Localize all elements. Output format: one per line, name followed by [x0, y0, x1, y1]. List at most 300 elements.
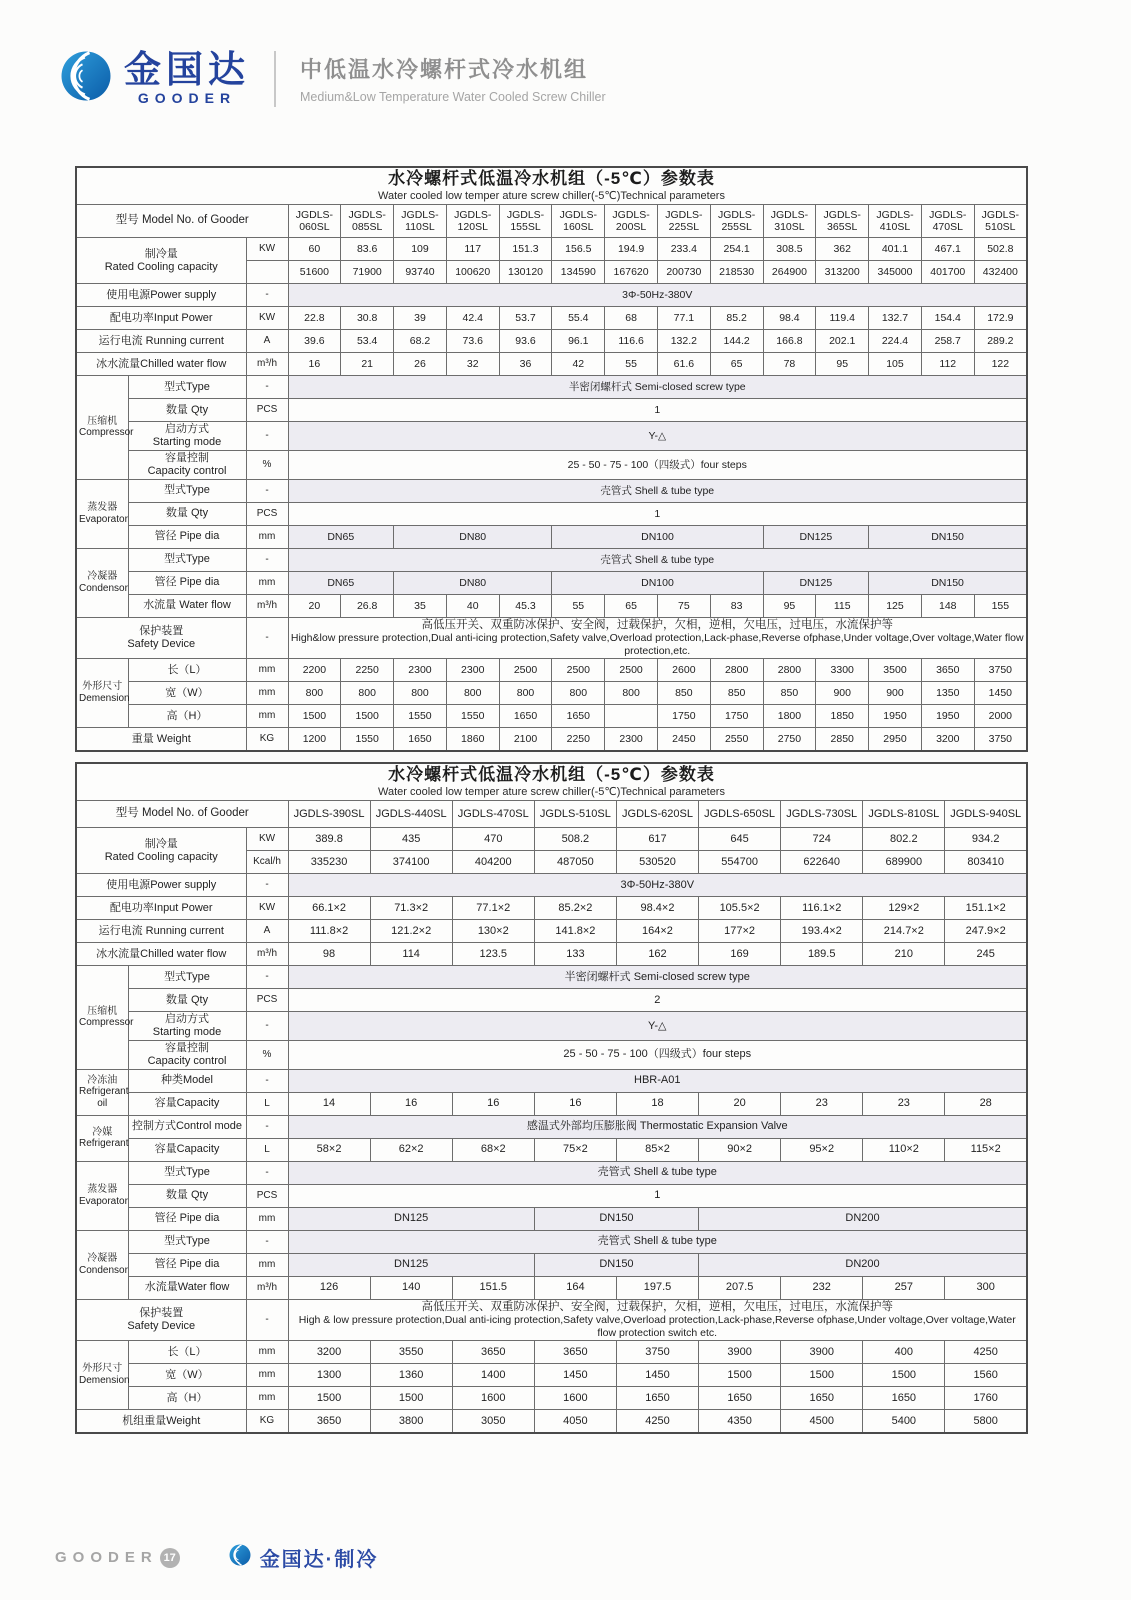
data-cell: 151.1×2 — [945, 897, 1027, 920]
data-cell: 2950 — [869, 728, 922, 752]
model-name: JGDLS-510SL — [534, 801, 616, 828]
unit-cell: - — [246, 966, 288, 989]
data-cell: 247.9×2 — [945, 920, 1027, 943]
data-cell: 78 — [763, 353, 816, 376]
footer-brand-logo — [228, 1543, 379, 1572]
data-cell: 3300 — [816, 659, 869, 682]
row-label: 制冷量 Rated Cooling capacity — [76, 238, 246, 284]
data-cell: 2300 — [394, 659, 447, 682]
data-cell: 400 — [863, 1341, 945, 1364]
data-cell: 141.8×2 — [534, 920, 616, 943]
data-cell: 95×2 — [781, 1138, 863, 1161]
data-cell: 21 — [341, 353, 394, 376]
row-label: 运行电流 Running current — [76, 330, 246, 353]
data-cell: 35 — [394, 594, 447, 617]
model-name: JGDLS- 365SL — [816, 205, 869, 238]
row-label: 管径 Pipe dia — [128, 525, 246, 548]
row-label: 容量控制 Capacity control — [128, 450, 246, 479]
data-cell: 3500 — [869, 659, 922, 682]
data-cell: 77.1×2 — [452, 897, 534, 920]
data-cell: 3650 — [534, 1341, 616, 1364]
model-name: JGDLS- 085SL — [341, 205, 394, 238]
data-cell: 530520 — [616, 851, 698, 874]
data-cell: 1650 — [781, 1387, 863, 1410]
model-name: JGDLS- 155SL — [499, 205, 552, 238]
unit-cell: % — [246, 1040, 288, 1069]
row-label: 重量 Weight — [76, 728, 246, 752]
data-cell: 1500 — [288, 1387, 370, 1410]
data-cell: 83.6 — [341, 238, 394, 261]
data-cell: 45.3 — [499, 594, 552, 617]
data-cell: 245 — [945, 943, 1027, 966]
data-cell: 151.5 — [452, 1276, 534, 1299]
data-cell: 3200 — [288, 1341, 370, 1364]
data-cell: 467.1 — [921, 238, 974, 261]
data-cell: 3750 — [616, 1341, 698, 1364]
data-cell: 193.4×2 — [781, 920, 863, 943]
unit-cell: - — [246, 617, 288, 658]
data-cell: DN150 — [534, 1207, 698, 1230]
data-cell: 1600 — [534, 1387, 616, 1410]
unit-cell: Kcal/h — [246, 851, 288, 874]
data-cell: DN80 — [394, 571, 552, 594]
data-cell: 55 — [605, 353, 658, 376]
unit-cell: m³/h — [246, 353, 288, 376]
data-cell: 1560 — [945, 1364, 1027, 1387]
row-label: 容量Capacity — [128, 1092, 246, 1115]
data-cell: 2800 — [710, 659, 763, 682]
data-cell: 1860 — [446, 728, 499, 752]
data-cell: 313200 — [816, 261, 869, 284]
data-cell: 51600 — [288, 261, 341, 284]
row-label: 冰水流量Chilled water flow — [76, 943, 246, 966]
data-cell: 2450 — [657, 728, 710, 752]
data-cell: 850 — [710, 682, 763, 705]
page-number-badge: 17 — [160, 1548, 180, 1568]
data-cell: 55.4 — [552, 307, 605, 330]
unit-cell: mm — [246, 1253, 288, 1276]
data-cell: 112 — [921, 353, 974, 376]
row-label: 宽（W） — [128, 1364, 246, 1387]
row-label: 保护装置 Safety Device — [76, 1299, 246, 1340]
brand-logo — [58, 48, 250, 109]
data-cell: 3900 — [781, 1341, 863, 1364]
spec-table-1-container — [75, 166, 1028, 752]
data-cell: 3800 — [370, 1410, 452, 1434]
data-cell: 2750 — [763, 728, 816, 752]
unit-cell: mm — [246, 1341, 288, 1364]
data-cell: DN65 — [288, 571, 394, 594]
data-cell: 129×2 — [863, 897, 945, 920]
data-cell: 23 — [863, 1092, 945, 1115]
data-cell: DN150 — [869, 571, 1027, 594]
data-cell: 98.4 — [763, 307, 816, 330]
data-cell: 900 — [816, 682, 869, 705]
data-cell: 5400 — [863, 1410, 945, 1434]
row-label: 运行电流 Running current — [76, 920, 246, 943]
unit-cell: - — [246, 422, 288, 451]
row-label: 型式Type — [128, 376, 246, 399]
data-cell: 487050 — [534, 851, 616, 874]
data-cell: 202.1 — [816, 330, 869, 353]
data-cell: 1500 — [699, 1364, 781, 1387]
data-cell: 264900 — [763, 261, 816, 284]
data-cell: 55 — [552, 594, 605, 617]
data-cell: 645 — [699, 828, 781, 851]
data-cell: 95 — [816, 353, 869, 376]
unit-cell: - — [246, 284, 288, 307]
row-label: 水流量Water flow — [128, 1276, 246, 1299]
data-cell: 1650 — [863, 1387, 945, 1410]
data-cell: 800 — [605, 682, 658, 705]
row-label: 型式Type — [128, 1161, 246, 1184]
data-cell: 3650 — [452, 1341, 534, 1364]
data-cell: 130×2 — [452, 920, 534, 943]
data-cell: 4500 — [781, 1410, 863, 1434]
spec-table-2-container — [75, 762, 1028, 1434]
row-label: 型式Type — [128, 479, 246, 502]
data-cell: 62×2 — [370, 1138, 452, 1161]
data-cell: 111.8×2 — [288, 920, 370, 943]
data-cell: 71.3×2 — [370, 897, 452, 920]
data-cell: 1550 — [341, 728, 394, 752]
group-label: 外形尺寸 Demension — [76, 659, 128, 728]
footer-brand-en: GOODER — [55, 1549, 158, 1566]
data-cell: 258.7 — [921, 330, 974, 353]
unit-cell: L — [246, 1138, 288, 1161]
data-cell: 689900 — [863, 851, 945, 874]
data-cell: 2500 — [552, 659, 605, 682]
data-cell: 335230 — [288, 851, 370, 874]
unit-cell: m³/h — [246, 943, 288, 966]
model-name: JGDLS-650SL — [699, 801, 781, 828]
data-cell: 803410 — [945, 851, 1027, 874]
data-cell: 25 - 50 - 75 - 100（四级式）four steps — [288, 450, 1027, 479]
footer-brand-cn: 金国达·制冷 — [259, 1549, 379, 1571]
data-cell: 1450 — [534, 1364, 616, 1387]
data-cell: 20 — [699, 1092, 781, 1115]
data-cell: 16 — [452, 1092, 534, 1115]
data-cell: 121.2×2 — [370, 920, 452, 943]
data-cell: 177×2 — [699, 920, 781, 943]
data-cell: 800 — [499, 682, 552, 705]
data-cell: 3Φ-50Hz-380V — [288, 874, 1027, 897]
data-cell: 2850 — [816, 728, 869, 752]
data-cell: 1550 — [394, 705, 447, 728]
unit-cell: mm — [246, 659, 288, 682]
data-cell: 1500 — [781, 1364, 863, 1387]
unit-cell: KW — [246, 307, 288, 330]
data-cell: 164 — [534, 1276, 616, 1299]
group-label: 冷凝器 Condensor — [76, 548, 128, 617]
data-cell: 1450 — [974, 682, 1027, 705]
data-cell: 壳管式 Shell & tube type — [288, 1230, 1027, 1253]
data-cell: 802.2 — [863, 828, 945, 851]
data-cell: DN150 — [534, 1253, 698, 1276]
row-label: 型式Type — [128, 1230, 246, 1253]
data-cell: 85.2 — [710, 307, 763, 330]
unit-cell: PCS — [246, 989, 288, 1012]
data-cell: 116.6 — [605, 330, 658, 353]
unit-cell: - — [246, 376, 288, 399]
data-cell: 119.4 — [816, 307, 869, 330]
data-cell: 110×2 — [863, 1138, 945, 1161]
model-name: JGDLS-390SL — [288, 801, 370, 828]
data-cell: 58×2 — [288, 1138, 370, 1161]
data-cell: 高低压开关、双重防冰保护、安全阀，过载保护，欠相，逆相，欠电压，过电压，水流保护等 High&low pressure protection,Dual anti-icing protection,Safety valve,Overload protection,Lack-phase,Reverse ofphase,Under voltage,Over voltage,Water flow protection,etc. — [288, 617, 1027, 658]
data-cell: 77.1 — [657, 307, 710, 330]
data-cell: 2550 — [710, 728, 763, 752]
unit-cell: PCS — [246, 399, 288, 422]
group-label: 压缩机 Compressor — [76, 376, 128, 480]
unit-cell: - — [246, 1230, 288, 1253]
data-cell: 68 — [605, 307, 658, 330]
data-cell: 1750 — [710, 705, 763, 728]
data-cell: 257 — [863, 1276, 945, 1299]
data-cell: 30.8 — [341, 307, 394, 330]
data-cell: 20 — [288, 594, 341, 617]
data-cell: DN125 — [288, 1253, 534, 1276]
data-cell: 1350 — [921, 682, 974, 705]
unit-cell: - — [246, 1299, 288, 1340]
row-label: 数量 Qty — [128, 1184, 246, 1207]
group-label: 压缩机 Compressor — [76, 966, 128, 1070]
data-cell: 362 — [816, 238, 869, 261]
data-cell: 2250 — [341, 659, 394, 682]
unit-cell: mm — [246, 1364, 288, 1387]
model-name: JGDLS-940SL — [945, 801, 1027, 828]
row-label: 管径 Pipe dia — [128, 1253, 246, 1276]
data-cell: 3200 — [921, 728, 974, 752]
data-cell: 1 — [288, 399, 1027, 422]
data-cell: 68.2 — [394, 330, 447, 353]
row-label: 水流量 Water flow — [128, 594, 246, 617]
data-cell: 1760 — [945, 1387, 1027, 1410]
data-cell: 502.8 — [974, 238, 1027, 261]
data-cell: DN125 — [288, 1207, 534, 1230]
page-title-en: Medium&Low Temperature Water Cooled Screw Chiller — [300, 90, 606, 104]
data-cell: 3Φ-50Hz-380V — [288, 284, 1027, 307]
data-cell: 432400 — [974, 261, 1027, 284]
data-cell: 36 — [499, 353, 552, 376]
page-title-cn: 中低温水冷螺杆式冷水机组 — [300, 57, 589, 82]
data-cell: 68×2 — [452, 1138, 534, 1161]
data-cell — [605, 705, 658, 728]
unit-cell: KG — [246, 1410, 288, 1434]
group-label: 冷媒 Refrigerant — [76, 1115, 128, 1161]
data-cell: 724 — [781, 828, 863, 851]
data-cell: 189.5 — [781, 943, 863, 966]
data-cell: 4350 — [699, 1410, 781, 1434]
data-cell: 374100 — [370, 851, 452, 874]
data-cell: 194.9 — [605, 238, 658, 261]
data-cell: 117 — [446, 238, 499, 261]
data-cell: 1750 — [657, 705, 710, 728]
data-cell: 22.8 — [288, 307, 341, 330]
group-label: 冷冻油 Refrigerant oil — [76, 1069, 128, 1115]
data-cell: 224.4 — [869, 330, 922, 353]
data-cell: 116.1×2 — [781, 897, 863, 920]
data-cell: 半密闭螺杆式 Semi-closed screw type — [288, 376, 1027, 399]
row-label: 型式Type — [128, 966, 246, 989]
model-name: JGDLS- 410SL — [869, 205, 922, 238]
spec-table-1 — [75, 166, 1028, 752]
group-label: 蒸发器 Evaporator — [76, 479, 128, 548]
data-cell: 73.6 — [446, 330, 499, 353]
row-label: 数量 Qty — [128, 502, 246, 525]
data-cell: 132.7 — [869, 307, 922, 330]
data-cell: 1550 — [446, 705, 499, 728]
data-cell: 98.4×2 — [616, 897, 698, 920]
data-cell: 401.1 — [869, 238, 922, 261]
data-cell: 800 — [288, 682, 341, 705]
group-label: 冷凝器 Condensor — [76, 1230, 128, 1299]
data-cell: DN200 — [699, 1253, 1027, 1276]
unit-cell: KW — [246, 897, 288, 920]
data-cell: 1 — [288, 502, 1027, 525]
data-cell: 2250 — [552, 728, 605, 752]
data-cell: 85×2 — [616, 1138, 698, 1161]
data-cell: 162 — [616, 943, 698, 966]
model-name: JGDLS- 225SL — [657, 205, 710, 238]
unit-cell: PCS — [246, 502, 288, 525]
data-cell: DN100 — [552, 525, 763, 548]
model-row-label: 型号 Model No. of Gooder — [76, 205, 288, 238]
data-cell: 470 — [452, 828, 534, 851]
data-cell: 90×2 — [699, 1138, 781, 1161]
model-name: JGDLS- 255SL — [710, 205, 763, 238]
data-cell: 2600 — [657, 659, 710, 682]
unit-cell: KW — [246, 238, 288, 261]
data-cell: 93.6 — [499, 330, 552, 353]
data-cell: 71900 — [341, 261, 394, 284]
data-cell: 1500 — [863, 1364, 945, 1387]
data-cell: 39 — [394, 307, 447, 330]
model-name: JGDLS- 470SL — [921, 205, 974, 238]
data-cell: 132.2 — [657, 330, 710, 353]
data-cell: 4250 — [616, 1410, 698, 1434]
data-cell: 1 — [288, 1184, 1027, 1207]
data-cell: 154.4 — [921, 307, 974, 330]
unit-cell: - — [246, 874, 288, 897]
data-cell: HBR-A01 — [288, 1069, 1027, 1092]
data-cell: 122 — [974, 353, 1027, 376]
unit-cell: m³/h — [246, 594, 288, 617]
row-label: 管径 Pipe dia — [128, 1207, 246, 1230]
data-cell: 207.5 — [699, 1276, 781, 1299]
unit-cell: PCS — [246, 1184, 288, 1207]
data-cell: 1950 — [869, 705, 922, 728]
group-label: 蒸发器 Evaporator — [76, 1161, 128, 1230]
data-cell: 3550 — [370, 1341, 452, 1364]
data-cell: 1650 — [499, 705, 552, 728]
data-cell: 155 — [974, 594, 1027, 617]
row-label: 控制方式Control mode — [128, 1115, 246, 1138]
data-cell: 3900 — [699, 1341, 781, 1364]
data-cell: Y-△ — [288, 1012, 1027, 1041]
data-cell: 1200 — [288, 728, 341, 752]
data-cell: 617 — [616, 828, 698, 851]
unit-cell: A — [246, 330, 288, 353]
page-footer — [55, 1543, 378, 1572]
data-cell: 401700 — [921, 261, 974, 284]
row-label: 启动方式 Starting mode — [128, 422, 246, 451]
data-cell: 3750 — [974, 728, 1027, 752]
data-cell: 151.3 — [499, 238, 552, 261]
row-label: 容量控制 Capacity control — [128, 1040, 246, 1069]
data-cell: 900 — [869, 682, 922, 705]
data-cell: 800 — [552, 682, 605, 705]
data-cell: 233.4 — [657, 238, 710, 261]
unit-cell: mm — [246, 1387, 288, 1410]
data-cell: 554700 — [699, 851, 781, 874]
data-cell: 53.7 — [499, 307, 552, 330]
data-cell: 140 — [370, 1276, 452, 1299]
unit-cell: mm — [246, 682, 288, 705]
data-cell: 2 — [288, 989, 1027, 1012]
data-cell: 144.2 — [710, 330, 763, 353]
unit-cell: L — [246, 1092, 288, 1115]
unit-cell: mm — [246, 705, 288, 728]
data-cell: 26 — [394, 353, 447, 376]
row-label: 保护装置 Safety Device — [76, 617, 246, 658]
model-name: JGDLS- 160SL — [552, 205, 605, 238]
data-cell: 1850 — [816, 705, 869, 728]
unit-cell: - — [246, 1012, 288, 1041]
row-label: 高（H） — [128, 1387, 246, 1410]
data-cell: 115 — [816, 594, 869, 617]
data-cell: 1600 — [452, 1387, 534, 1410]
data-cell: 2300 — [605, 728, 658, 752]
table-title: 水冷螺杆式低温冷水机组（-5℃）参数表 Water cooled low temper ature screw chiller(-5℃)Technical parameters — [76, 167, 1027, 205]
model-name: JGDLS-730SL — [781, 801, 863, 828]
row-label: 使用电源Power supply — [76, 284, 246, 307]
spec-table-2 — [75, 762, 1028, 1434]
unit-cell: KW — [246, 828, 288, 851]
data-cell: 850 — [657, 682, 710, 705]
row-label: 长（L） — [128, 659, 246, 682]
data-cell: 1360 — [370, 1364, 452, 1387]
data-cell: 半密闭螺杆式 Semi-closed screw type — [288, 966, 1027, 989]
data-cell: 61.6 — [657, 353, 710, 376]
data-cell: 85.2×2 — [534, 897, 616, 920]
data-cell: 218530 — [710, 261, 763, 284]
data-cell: 308.5 — [763, 238, 816, 261]
data-cell: 934.2 — [945, 828, 1027, 851]
model-name: JGDLS- 310SL — [763, 205, 816, 238]
group-label: 外形尺寸 Demension — [76, 1341, 128, 1410]
data-cell: 75×2 — [534, 1138, 616, 1161]
data-cell: 172.9 — [974, 307, 1027, 330]
model-name: JGDLS- 120SL — [446, 205, 499, 238]
model-name: JGDLS-470SL — [452, 801, 534, 828]
data-cell: 壳管式 Shell & tube type — [288, 1161, 1027, 1184]
data-cell: 16 — [370, 1092, 452, 1115]
data-cell: 134590 — [552, 261, 605, 284]
data-cell: DN200 — [699, 1207, 1027, 1230]
data-cell: 123.5 — [452, 943, 534, 966]
data-cell: 115×2 — [945, 1138, 1027, 1161]
unit-cell: A — [246, 920, 288, 943]
row-label: 数量 Qty — [128, 399, 246, 422]
model-row-label: 型号 Model No. of Gooder — [76, 801, 288, 828]
data-cell: 232 — [781, 1276, 863, 1299]
brand-text — [124, 51, 250, 106]
data-cell: 14 — [288, 1092, 370, 1115]
data-cell: 2500 — [605, 659, 658, 682]
data-cell: 39.6 — [288, 330, 341, 353]
row-label: 管径 Pipe dia — [128, 571, 246, 594]
